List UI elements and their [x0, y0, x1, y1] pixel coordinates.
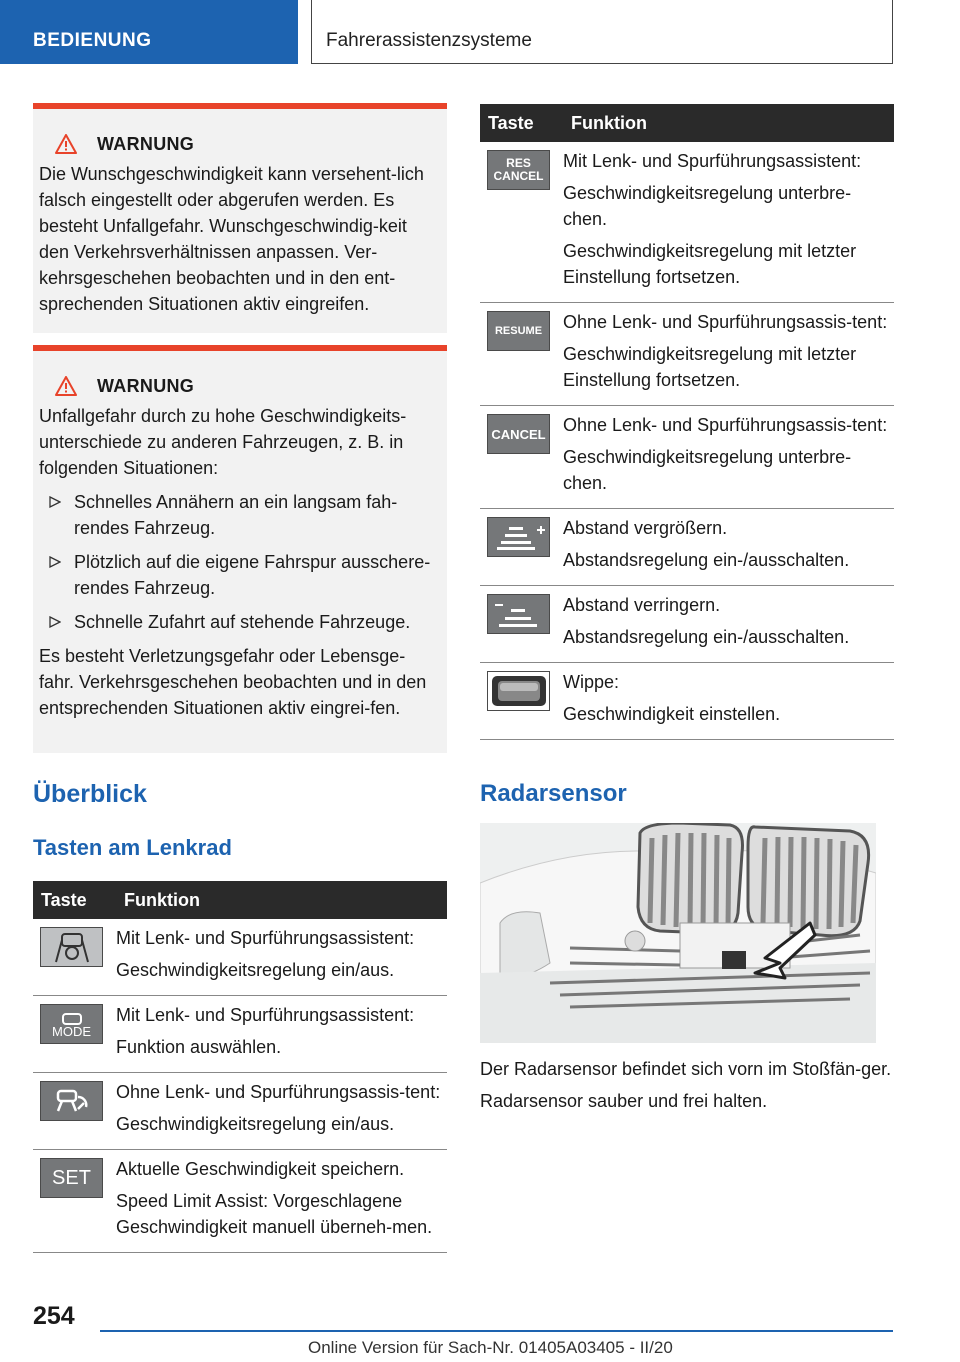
distance-plus-icon	[487, 517, 550, 557]
table-row: Abstand verringern. Abstandsregelung ein-/ausschalten.	[480, 586, 894, 663]
footer-divider	[100, 1330, 893, 1332]
section-title: BEDIENUNG	[33, 30, 152, 51]
steering-assist-icon	[40, 927, 103, 967]
column-header-key: Taste	[33, 881, 116, 919]
warning-intro: Unfallgefahr durch zu hohe Geschwindigkeits-unterschiede zu anderen Fahrzeugen, z. B. in folgenden Situationen:	[39, 406, 407, 478]
cancel-button-icon: CANCEL	[487, 414, 550, 454]
column-header-key: Taste	[480, 104, 563, 142]
mode-button-icon: MODE	[40, 1004, 103, 1044]
table-row: Wippe: Geschwindigkeit einstellen.	[480, 663, 894, 740]
distance-minus-icon	[487, 594, 550, 634]
table-row: RESUME Ohne Lenk- und Spurführungsassis-tent: Geschwindigkeitsregelung mit letzter Einstellung fortsetzen.	[480, 303, 894, 406]
res-cancel-button-icon: RES CANCEL	[487, 150, 550, 190]
warning-triangle-icon	[55, 134, 77, 154]
list-item: Schnelles Annähern an ein langsam fah-rendes Fahrzeug.	[39, 489, 439, 541]
table-row: MODE Mit Lenk- und Spurführungsassistent: Funktion auswählen.	[33, 996, 447, 1073]
overview-heading: Überblick	[33, 780, 147, 808]
footer-text: Online Version für Sach-Nr. 01405A03405 - II/20	[308, 1338, 673, 1357]
warning-text: Die Wunschgeschwindigkeit kann versehent-lich falsch eingestellt oder abgerufen werden. Es besteht Unfallgefahr. Wunschgeschwindig-keit den Verkehrsverhältnissen anpassen. Ver-kehrsgeschehen beobachten und in den ent-sprechenden Situationen aktiv eingreifen.	[39, 164, 424, 314]
warning-list	[39, 489, 439, 635]
list-item: Schnelle Zufahrt auf stehende Fahrzeuge.	[39, 609, 439, 635]
buttons-subheading: Tasten am Lenkrad	[33, 835, 232, 860]
warning-triangle-icon	[55, 376, 77, 396]
set-button-icon: SET	[40, 1158, 103, 1198]
cruise-control-icon	[40, 1081, 103, 1121]
table-row: Mit Lenk- und Spurführungsassistent: Geschwindigkeitsregelung ein/aus.	[33, 919, 447, 996]
radar-sensor-image	[480, 823, 876, 1043]
section-tab	[0, 0, 298, 64]
warning-title: WARNUNG	[97, 134, 195, 154]
page-number: 254	[33, 1302, 75, 1330]
radar-heading: Radarsensor	[480, 780, 627, 807]
rocker-switch-icon	[487, 671, 550, 711]
radar-care-text: Radarsensor sauber und frei halten.	[480, 1091, 768, 1111]
cruise-buttons-table	[480, 104, 894, 740]
table-row: Ohne Lenk- und Spurführungsassis-tent: Geschwindigkeitsregelung ein/aus.	[33, 1073, 447, 1150]
table-row: CANCEL Ohne Lenk- und Spurführungsassis-tent: Geschwindigkeitsregelung unterbre-chen.	[480, 406, 894, 509]
chapter-title: Fahrerassistenzsysteme	[326, 30, 532, 51]
table-row: Abstand vergrößern. Abstandsregelung ein-/ausschalten.	[480, 509, 894, 586]
bullet-triangle-icon	[49, 556, 61, 568]
warning-box-2	[33, 345, 447, 753]
table-row: SET Aktuelle Geschwindigkeit speichern. Speed Limit Assist: Vorgeschlagene Geschwindigkeit manuell überneh-men.	[33, 1150, 447, 1253]
column-header-function: Funktion	[563, 104, 894, 142]
table-row: RES CANCEL Mit Lenk- und Spurführungsassistent: Geschwindigkeitsregelung unterbre-chen. Geschwindigkeitsregelung mit letzter Einstellung fortsetzen.	[480, 142, 894, 303]
bullet-triangle-icon	[49, 496, 61, 508]
chapter-tab	[311, 0, 893, 64]
radar-text	[480, 1056, 894, 1120]
steering-buttons-table	[33, 881, 447, 1253]
warning-box-1	[33, 103, 447, 333]
resume-button-icon: RESUME	[487, 311, 550, 351]
bullet-triangle-icon	[49, 616, 61, 628]
warning-title: WARNUNG	[97, 376, 195, 396]
radar-location-text: Der Radarsensor befindet sich vorn im Stoßfän-ger.	[480, 1059, 892, 1079]
column-header-function: Funktion	[116, 881, 447, 919]
list-item: Plötzlich auf die eigene Fahrspur ausschere-rendes Fahrzeug.	[39, 549, 439, 601]
warning-outro: Es besteht Verletzungsgefahr oder Lebensge-fahr. Verkehrsgeschehen beobachten und in den entsprechenden Situationen aktiv eingrei-fen.	[39, 646, 427, 718]
